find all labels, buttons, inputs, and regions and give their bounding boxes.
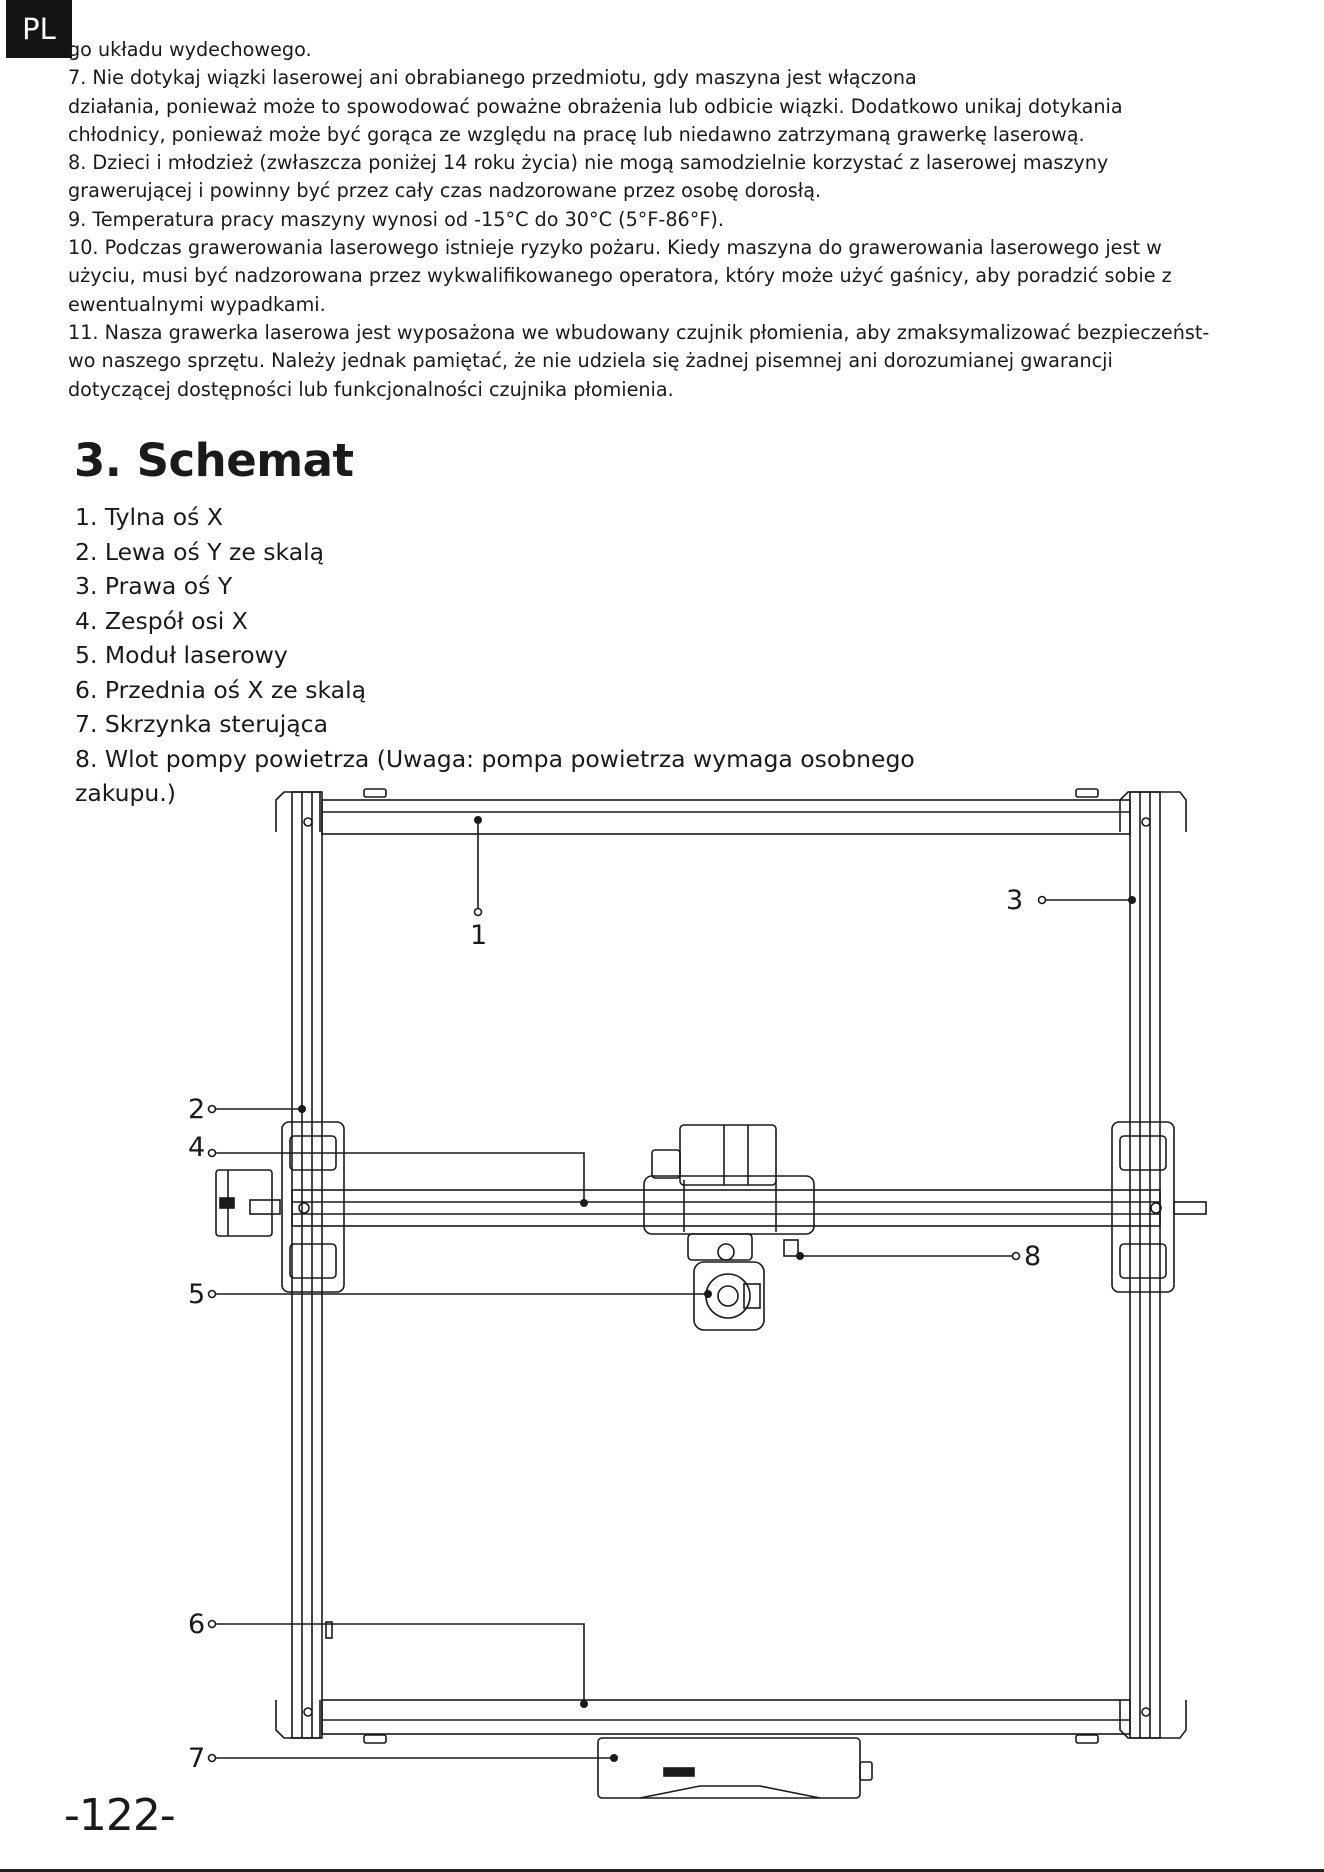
leader-lines xyxy=(212,820,1132,1758)
callout-number: 6 xyxy=(188,1609,206,1640)
corner-bracket xyxy=(1076,1700,1186,1743)
callout-number: 7 xyxy=(188,1743,206,1774)
callout-number: 2 xyxy=(188,1094,206,1125)
safety-line: grawerującej i powinny być przez cały czas nadzorowane przez osobę dorosłą. xyxy=(68,179,822,203)
safety-line: dotyczącej dostępności lub funkcjonalności czujnika płomienia. xyxy=(68,377,674,401)
safety-line: 11. Nasza grawerka laserowa jest wyposażona we wbudowany czujnik płomienia, aby zmaksymalizować bezpieczeńst- xyxy=(68,320,1210,344)
right-y-axis xyxy=(1130,792,1160,1738)
parts-list-item: 4. Zespół osi X xyxy=(75,606,248,635)
parts-list-item: 3. Prawa oś Y xyxy=(75,572,233,600)
callout-number: 5 xyxy=(188,1279,206,1310)
safety-line: 10. Podczas grawerowania laserowego istnieje ryzyko pożaru. Kiedy maszyna do grawerowania laserowego jest w xyxy=(68,236,1162,260)
rear-x-axis xyxy=(322,800,1130,834)
left-y-axis xyxy=(292,792,322,1738)
safety-line: chłodnicy, ponieważ może być gorąca ze względu na pracę lub niedawno zatrzymaną grawerkę laserową. xyxy=(68,122,1085,146)
parts-list-item: 7. Skrzynka sterująca xyxy=(75,710,329,738)
parts-list-item: 1. Tylna oś X xyxy=(75,503,223,531)
x-axis-assembly xyxy=(216,1122,1206,1292)
laser-module xyxy=(644,1125,814,1330)
parts-list-item: 8. Wlot pompy powietrza (Uwaga: pompa powietrza wymaga osobnego xyxy=(75,744,915,773)
safety-line: 8. Dzieci i młodzież (zwłaszcza poniżej 14 roku życia) nie mogą samodzielnie korzystać z laserowej maszyny xyxy=(68,151,1109,175)
safety-line: wo naszego sprzętu. Należy jednak pamiętać, że nie udziela się żadnej pisemnej ani dorozumianej gwarancji xyxy=(68,349,1113,373)
language-badge: PL xyxy=(6,0,72,58)
corner-bracket xyxy=(1076,789,1186,832)
callout-number: 4 xyxy=(188,1132,206,1163)
safety-line: 9. Temperatura pracy maszyny wynosi od -15°C do 30°C (5°F-86°F). xyxy=(68,207,724,231)
callout-number: 1 xyxy=(470,920,488,951)
safety-line: ewentualnymi wypadkami. xyxy=(68,292,326,316)
control-box xyxy=(598,1738,872,1798)
safety-line: działania, ponieważ może to spowodować poważne obrażenia lub odbicie wiązki. Dodatkowo unikaj dotykania xyxy=(68,94,1123,118)
safety-line: go układu wydechowego. xyxy=(68,38,312,61)
callout-number: 8 xyxy=(1024,1241,1042,1272)
leader-rings xyxy=(209,897,1046,1762)
parts-list-item: 5. Moduł laserowy xyxy=(75,641,288,669)
safety-line: użyciu, musi być nadzorowana przez wykwalifikowanego operatora, który może użyć gaśnicy, aby poradzić sobie z xyxy=(68,264,1172,288)
parts-list-item: zakupu.) xyxy=(75,779,176,807)
safety-line: 7. Nie dotykaj wiązki laserowej ani obrabianego przedmiotu, gdy maszyna jest włączona xyxy=(68,66,917,90)
parts-list-item: 6. Przednia oś X ze skalą xyxy=(75,675,367,704)
callout-number: 3 xyxy=(1006,885,1024,916)
parts-list-item: 2. Lewa oś Y ze skalą xyxy=(75,537,325,566)
page-number: -122- xyxy=(64,1790,175,1841)
section-heading: 3. Schemat xyxy=(74,434,354,487)
front-x-axis xyxy=(322,1622,1130,1734)
leader-dots xyxy=(298,816,1136,1762)
